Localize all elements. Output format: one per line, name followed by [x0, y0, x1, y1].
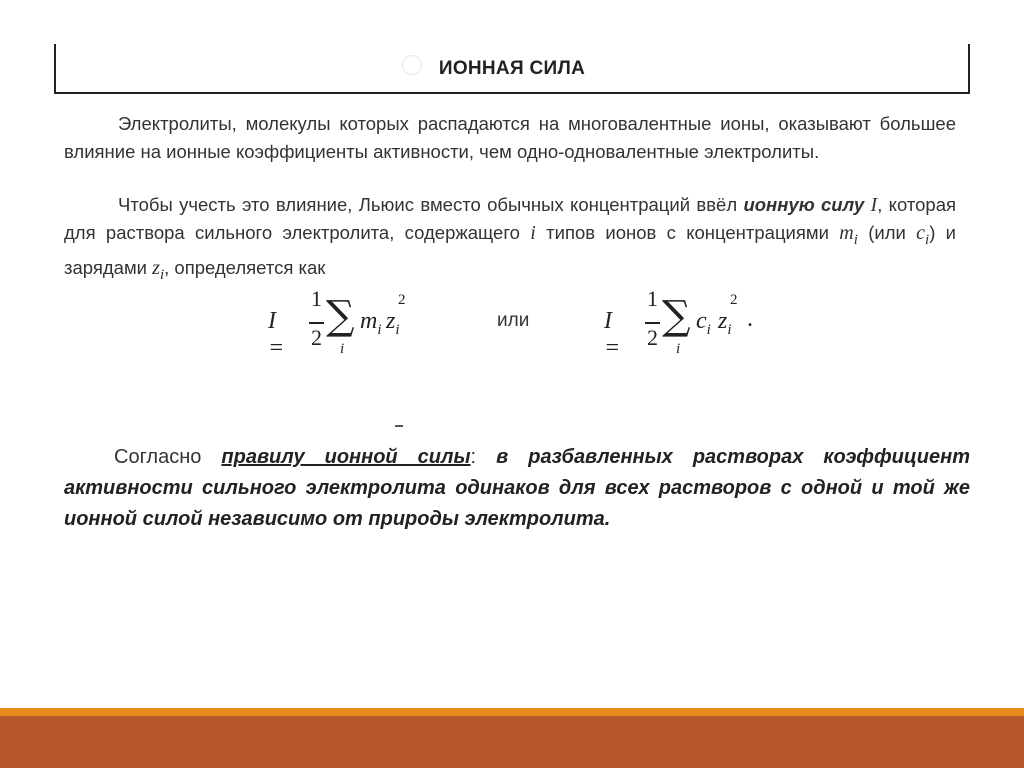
- fraction-bar: [309, 322, 324, 324]
- definition-text-5: ) и зарядами: [64, 222, 956, 278]
- definition-text-1: Чтобы учесть это влияние, Льюис вместо обычных концентраций ввёл: [118, 194, 744, 215]
- sum-index: i: [340, 341, 345, 357]
- rule-lead: Согласно: [114, 446, 222, 468]
- sum-sign: ∑: [326, 293, 355, 339]
- fraction-numerator: 1: [647, 286, 658, 311]
- rule-term: правилу ионной силы: [221, 446, 471, 468]
- rule-body: в разбавленных растворах коэффициент активности сильного электролита одинаков для всех растворов с одной и той же ионной силой независимо от природы электролита.: [64, 446, 970, 530]
- fraction-bar: [645, 322, 660, 324]
- definition-text-3: типов ионов с концентрациями: [535, 222, 840, 243]
- var-z: $z_i$: [718, 308, 732, 338]
- exponent: 2: [398, 292, 406, 308]
- symbol-z: $z_i$: [152, 257, 165, 283]
- definition-text-2: , которая для раствора сильного электролита, содержащего: [64, 194, 956, 243]
- ionic-strength-term: ионную силу: [743, 194, 865, 215]
- symbol-c: $c_i$: [916, 222, 930, 248]
- ionic-strength-rule: [64, 442, 970, 535]
- fraction-denominator: 2: [647, 325, 658, 350]
- symbol-I: I: [870, 194, 878, 216]
- paragraph-intro: [64, 110, 956, 166]
- paragraph-intro-text: Электролиты, молекулы которых распадаются на многовалентные ионы, оказывают большее влияние на ионные коэффициенты активности, чем одно-одновалентные электролиты.: [64, 113, 956, 162]
- definition-text-4: (или: [857, 222, 917, 243]
- stray-mark: [395, 425, 403, 427]
- page-title: ИОННАЯ СИЛА: [438, 58, 586, 79]
- var-z: $z_i$: [386, 308, 400, 338]
- formula-lhs: I =: [604, 308, 621, 361]
- symbol-m: $m_i$: [839, 222, 858, 248]
- var-c: $c_i$: [696, 308, 711, 338]
- exponent: 2: [730, 292, 738, 308]
- footer-band: [0, 716, 1024, 768]
- fraction-numerator: 1: [311, 286, 322, 311]
- paragraph-definition: [64, 191, 956, 289]
- header-frame: [54, 44, 970, 94]
- formula-lhs: I =: [268, 308, 285, 361]
- rule-colon: :: [470, 446, 497, 468]
- or-connector: или: [497, 310, 530, 331]
- formula-period: .: [747, 306, 753, 332]
- symbol-i: i: [530, 222, 536, 244]
- sum-index: i: [676, 341, 681, 357]
- fraction-denominator: 2: [311, 325, 322, 350]
- definition-text-6: , определяется как: [164, 257, 326, 278]
- sum-sign: ∑: [662, 293, 691, 339]
- accent-bar: [0, 708, 1024, 716]
- var-m: $m_i$: [360, 308, 382, 338]
